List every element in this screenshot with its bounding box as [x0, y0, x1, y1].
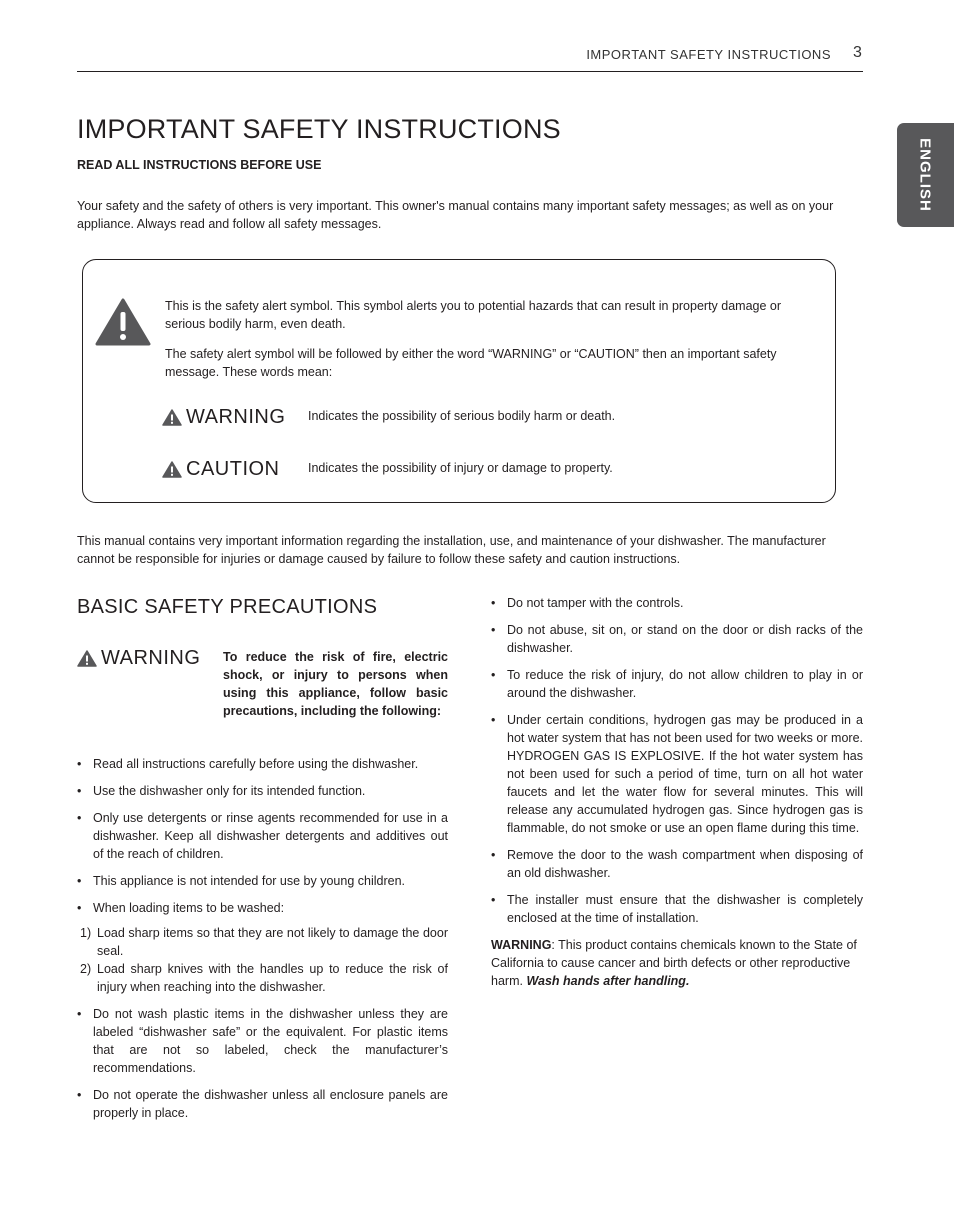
alert-symbol-paragraph: This is the safety alert symbol. This symbol alerts you to potential hazards that can result in property damage or serious bodily harm, even death. [165, 299, 782, 331]
loading-sublist [80, 924, 448, 996]
section-title: BASIC SAFETY PRECAUTIONS [77, 596, 378, 618]
sublist-item: 2) Load sharp knives with the handles up to reduce the risk of injury when reaching into the dishwasher. [80, 962, 448, 994]
warning-triangle-icon [95, 298, 151, 346]
precautions-list [77, 755, 449, 1122]
prop65-lead: WARNING [491, 938, 552, 952]
list-item: • The installer must ensure that the dishwasher is completely enclosed at the time of installation. [491, 891, 863, 927]
list-item: • Do not wash plastic items in the dishwasher unless they are labeled “dishwasher safe” or the equivalent. For plastic items that are not so labeled, check the manufacturer’s recommendations. [77, 1005, 448, 1077]
warning-triangle-icon [162, 409, 182, 426]
read-all-heading: READ ALL INSTRUCTIONS BEFORE USE [77, 158, 322, 172]
intro-paragraph: Your safety and the safety of others is very important. This owner's manual contains many important safety messages; as well as on your appliance. Always read and follow all safety messages. [77, 199, 834, 231]
warning-triangle-icon [162, 461, 182, 478]
list-item: • Do not tamper with the controls. [491, 594, 863, 612]
precautions-list [491, 594, 863, 927]
list-item: • Do not operate the dishwasher unless all enclosure panels are properly in place. [77, 1086, 448, 1122]
warning-signal-word: WARNING [162, 406, 285, 429]
list-item: • To reduce the risk of injury, do not allow children to play in or around the dishwasher. [491, 666, 863, 702]
list-item: • Under certain conditions, hydrogen gas may be produced in a hot water system that has not been used for two weeks or more. HYDROGEN GAS IS EXPLOSIVE. If the hot water system has not been used for such a period of time, turn on all hot water faucets and let the water flow for several minutes. This will release any accumulated hydrogen gas. Since hydrogen gas is flammable, do not smoke or use an open flame during this time. [491, 711, 863, 837]
caution-definition: Indicates the possibility of injury or damage to property. [308, 461, 613, 475]
warning-lead-text: To reduce the risk of fire, electric shock, or injury to persons when using this appliance, follow basic precautions, including the following: [223, 650, 448, 718]
list-item: • Read all instructions carefully before using the dishwasher. [77, 755, 448, 773]
list-item: • Use the dishwasher only for its intended function. [77, 782, 448, 800]
safety-alert-box [82, 259, 836, 503]
warning-definition-row [162, 406, 616, 429]
prop65-text: : This product contains chemicals known to the State of California to cause cancer and birth defects or other reproductive harm. [491, 938, 857, 988]
warning-triangle-icon [77, 650, 97, 667]
list-item: • Only use detergents or rinse agents recommended for use in a dishwasher. Keep all dishwasher detergents and additives out of the reach of children. [77, 809, 448, 863]
list-item: • Do not abuse, sit on, or stand on the door or dish racks of the dishwasher. [491, 621, 863, 657]
running-header: IMPORTANT SAFETY INSTRUCTIONS [586, 47, 831, 62]
prop65-warning [491, 936, 863, 990]
manual-paragraph: This manual contains very important information regarding the installation, use, and maintenance of your dishwasher. The manufacturer cannot be responsible for injuries or damage caused by failure to follow these safety and caution instructions. [77, 534, 826, 566]
left-column [77, 755, 449, 1131]
list-item [77, 899, 448, 996]
list-item-text: When loading items to be washed: [93, 901, 285, 915]
warning-signal-word: WARNING [77, 647, 200, 670]
list-item: • Remove the door to the wash compartment when disposing of an old dishwasher. [491, 846, 863, 882]
language-tab-label: ENGLISH [916, 138, 934, 212]
warning-definition: Indicates the possibility of serious bodily harm or death. [308, 409, 616, 423]
header-divider [77, 71, 863, 72]
page-number: 3 [853, 44, 862, 61]
caution-signal-word: CAUTION [162, 458, 280, 481]
language-tab [897, 123, 954, 227]
right-column [491, 594, 863, 990]
page-title: IMPORTANT SAFETY INSTRUCTIONS [77, 114, 561, 144]
list-item: • This appliance is not intended for use by young children. [77, 872, 448, 890]
alert-followup-paragraph: The safety alert symbol will be followed by either the word “WARNING” or “CAUTION” then an important safety message. These words mean: [165, 347, 777, 379]
sublist-item: 1) Load sharp items so that they are not likely to damage the door seal. [80, 926, 448, 958]
prop65-emphasis: Wash hands after handling. [526, 974, 690, 988]
caution-definition-row [162, 458, 613, 481]
